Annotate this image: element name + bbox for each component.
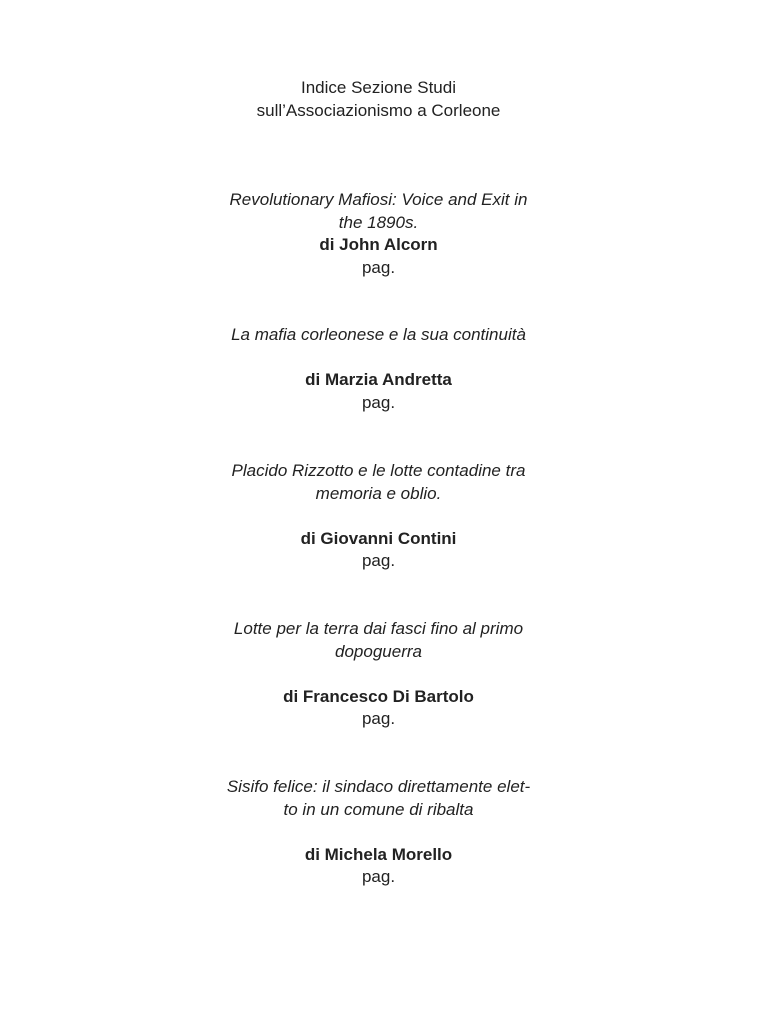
entry-page-label: pag. [361,867,396,886]
entry-author: di John Alcorn [319,235,438,254]
entry-title-line: dopoguerra [335,641,422,661]
entry-title-line: Revolutionary Mafiosi: Voice and Exit in [229,190,528,209]
entry-title-line: Sisifo felice: il sindaco direttamente elet- [226,777,531,796]
entry-title-line: Lotte per la terra dai fasci fino al primo [233,619,524,638]
header-line: sull’Associazionismo a Corleone [256,100,501,120]
entry-author: di Francesco Di Bartolo [283,686,474,706]
entry-page-label: pag. [361,257,396,277]
index-entry [0,324,757,414]
entry-page-label: pag. [361,709,396,728]
entry-author: di Michela Morello [304,844,453,864]
header-line: Indice Sezione Studi [301,78,456,97]
entry-title-line: Placido Rizzotto e le lotte contadine tra [231,461,526,480]
spacer [0,347,757,370]
entry-title-line: to in un comune di ribalta [283,799,474,819]
index-entry [0,189,757,279]
entry-author: di Marzia Andretta [305,370,452,389]
index-entry [0,776,757,889]
entry-title-line: memoria e oblio. [315,483,442,503]
index-entry [0,618,757,731]
entry-author: di Giovanni Contini [300,528,457,548]
spacer [0,821,757,844]
spacer [0,505,757,528]
entry-title-line: La mafia corleonese e la sua continuità [231,325,526,344]
index-header [0,77,757,122]
index-entry [0,460,757,573]
entry-page-label: pag. [361,392,396,412]
entry-title-line: the 1890s. [338,212,419,232]
spacer [0,663,757,686]
entry-page-label: pag. [361,551,396,570]
